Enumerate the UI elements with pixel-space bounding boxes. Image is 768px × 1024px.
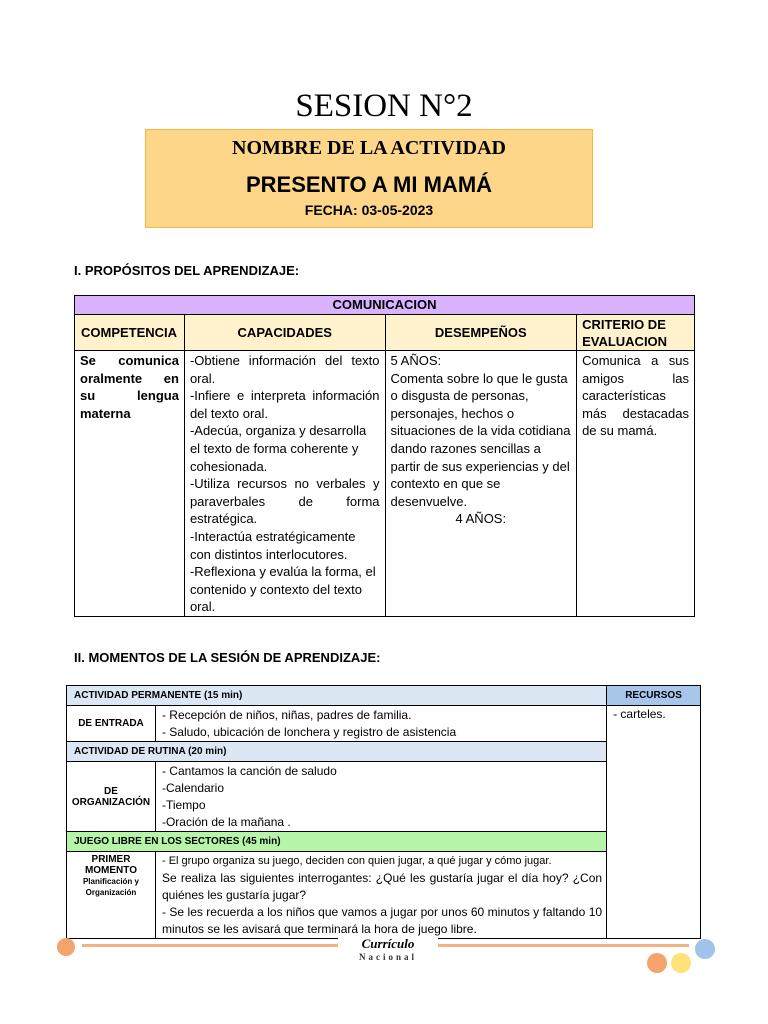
capacidades-cell <box>184 351 385 617</box>
moments-table <box>66 685 701 939</box>
routine-activity-label: ACTIVIDAD DE RUTINA (20 min) <box>67 742 607 762</box>
routine-row <box>67 762 701 832</box>
capacidad-item: -Interactúa estratégicamente con distintos interlocutores. <box>189 528 356 562</box>
desempenos-cell <box>385 351 577 617</box>
table-body-row <box>75 351 695 617</box>
free-play-line: - El grupo organiza su juego, deciden con quien jugar, a qué jugar y cómo jugar. <box>161 855 552 867</box>
routine-line: -Oración de la mañana . <box>161 815 291 829</box>
moment-entry: DE ENTRADA <box>67 706 156 742</box>
entry-line: - Saludo, ubicación de lonchera y registro de asistencia <box>161 725 457 739</box>
entry-content <box>155 706 606 742</box>
competencia-cell: Se comunica oralmente en su lengua materna <box>75 351 185 617</box>
moment-first <box>67 852 156 939</box>
capacidad-item: -Adecúa, organiza y desarrolla el texto de forma coherente y cohesionada. <box>189 423 367 474</box>
session-title: SESION N°2 <box>295 88 473 124</box>
resources-header: RECURSOS <box>607 686 701 706</box>
routine-line: -Calendario <box>161 781 225 795</box>
resources-cell: - carteles. <box>607 706 701 939</box>
section-heading-moments: II. MOMENTOS DE LA SESIÓN DE APRENDIZAJE: <box>74 650 381 665</box>
age-5-label: 5 AÑOS: <box>390 353 442 368</box>
col-criterio: CRITERIO DE EVALUACION <box>577 315 695 351</box>
activity-name: PRESENTO A MI MAMÁ <box>245 172 493 197</box>
footer-dot-orange-small-icon <box>647 953 667 973</box>
col-desempenos: DESEMPEÑOS <box>385 315 577 351</box>
activity-header-box <box>145 129 593 228</box>
free-play-row <box>67 852 701 939</box>
capacidad-item: -Obtiene información del texto oral. <box>189 353 380 386</box>
first-moment-label: PRIMER MOMENTO <box>84 854 137 876</box>
routine-line: - Cantamos la canción de saludo <box>161 764 337 778</box>
purposes-table <box>74 295 695 617</box>
capacidad-item: -Utiliza recursos no verbales y paraverbales de forma estratégica. <box>189 476 380 527</box>
section-heading-purposes: I. PROPÓSITOS DEL APRENDIZAJE: <box>74 263 300 278</box>
age-4-label: 4 AÑOS: <box>455 511 507 527</box>
area-name: COMUNICACION <box>75 296 695 315</box>
activity-label: NOMBRE DE LA ACTIVIDAD <box>232 137 506 159</box>
footer-dot-orange-icon <box>57 938 75 956</box>
free-play-label: JUEGO LIBRE EN LOS SECTORES (45 min) <box>67 832 607 852</box>
desempeno-text: Comenta sobre lo que le gusta o disgusta de personas, personajes, hechos o situaciones de la vida cotidiana dando razones sencillas a partir de sus experiencias y del contexto en que se desenvuelve. <box>390 370 571 509</box>
moment-organization: DE ORGANIZACIÓN <box>67 762 156 832</box>
routine-activity-bar <box>67 742 701 762</box>
session-date: FECHA: 03-05-2023 <box>304 202 434 218</box>
free-play-line: Se realiza las siguientes interrogantes: ¿Qué les gustaría jugar el día hoy? ¿Con quiénes les gustaría jugar? <box>161 871 603 902</box>
area-row <box>75 296 695 315</box>
routine-line: -Tiempo <box>161 798 206 812</box>
permanent-activity-label: ACTIVIDAD PERMANENTE (15 min) <box>67 686 607 706</box>
criterio-cell: Comunica a sus amigos las características más destacadas de su mamá. <box>577 351 695 617</box>
brand-line-1: Currículo <box>361 936 415 951</box>
entry-line: - Recepción de niños, niñas, padres de familia. <box>161 708 412 722</box>
footer-dot-yellow-icon <box>671 953 691 973</box>
first-moment-note: Planificación y Organización <box>82 877 139 897</box>
capacidad-item: -Infiere e interpreta información del texto oral. <box>189 388 380 421</box>
free-play-content <box>155 852 606 939</box>
free-play-line: - Se les recuerda a los niños que vamos a jugar por unos 60 minutos y faltando 10 minutos se les avisará que terminará la hora de juego libre. <box>161 905 603 936</box>
col-competencia: COMPETENCIA <box>75 315 185 351</box>
col-capacidades: CAPACIDADES <box>184 315 385 351</box>
table-header-row <box>75 315 695 351</box>
free-play-bar <box>67 832 701 852</box>
footer-dot-blue-icon <box>695 939 715 959</box>
permanent-activity-bar <box>67 686 701 706</box>
curriculo-nacional-logo <box>338 936 438 962</box>
routine-content <box>155 762 606 832</box>
entry-row <box>67 706 701 742</box>
capacidad-item: -Reflexiona y evalúa la forma, el contenido y contexto del texto oral. <box>189 564 376 615</box>
brand-line-2: Nacional <box>358 952 417 962</box>
